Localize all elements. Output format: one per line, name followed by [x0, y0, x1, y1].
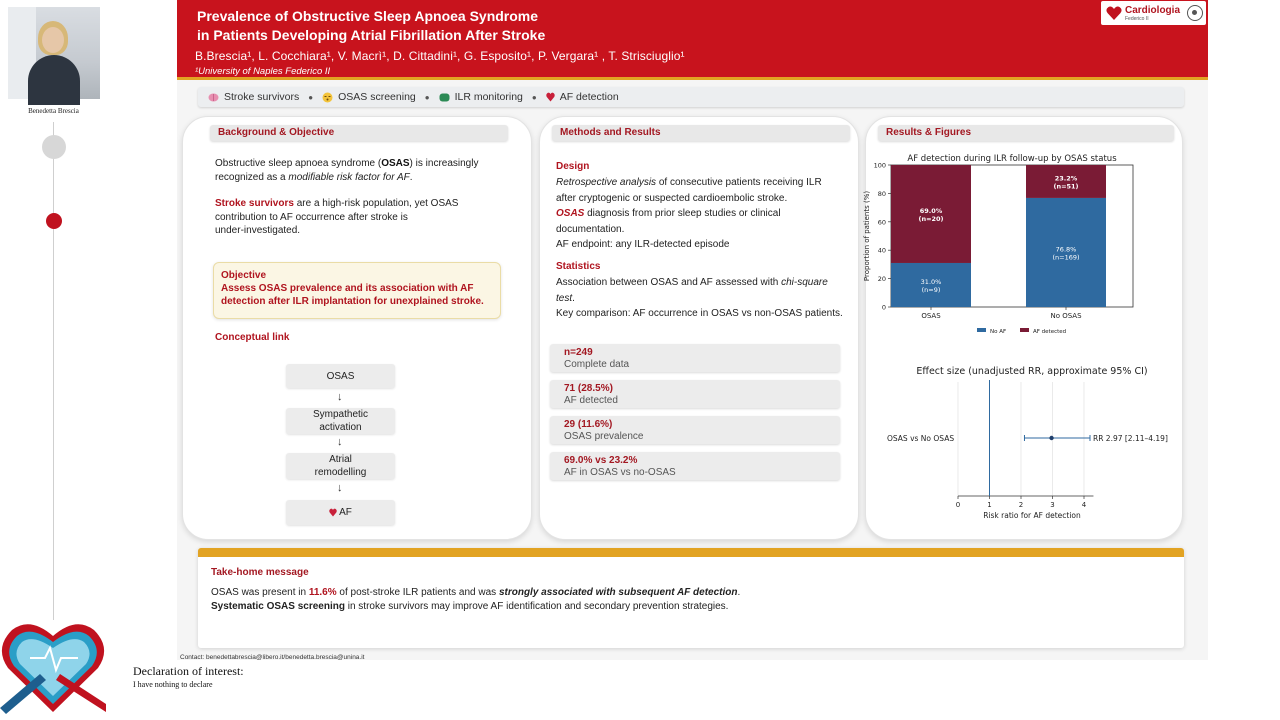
keyword-label: Stroke survivors [224, 91, 300, 103]
poster-authors: B.Brescia¹, L. Cocchiara¹, V. Macrì¹, D. Cittadini¹, G. Esposito¹, P. Vergara¹ , T. Strisciuglio¹ [195, 49, 685, 63]
takehome-box [198, 548, 1184, 648]
presenter-video [8, 7, 100, 99]
objective-line-1: Assess OSAS prevalence and its association with AF [221, 283, 474, 294]
stat-card-comparison [550, 452, 840, 480]
stat-label: Complete data [564, 359, 630, 370]
flow-arrow: ↓ [337, 391, 343, 403]
keyword-osas-screening [322, 91, 416, 103]
poster-banner [177, 0, 1208, 80]
y-axis-label: Proportion of patients (%) [863, 190, 871, 282]
stat-label: OSAS prevalence [564, 431, 644, 442]
statistics-title: Statistics [556, 261, 601, 272]
y-tick-label: 100 [873, 161, 886, 170]
timeline-track [53, 122, 54, 620]
flow-arrow: ↓ [337, 482, 343, 494]
effect-size-forest-plot [875, 360, 1180, 522]
presenter-name: Benedetta Brescia [28, 107, 79, 115]
device-icon [439, 93, 450, 102]
background-header: Background & Objective [210, 125, 508, 141]
poster-affiliation: ¹University of Naples Federico II [195, 66, 331, 77]
y-tick-label: 20 [877, 275, 886, 284]
legend-label: No AF [990, 329, 1007, 335]
heart-icon [329, 508, 337, 517]
objective-box [213, 262, 501, 319]
declaration-title: Declaration of interest: [133, 664, 244, 678]
keyword-separator: ● [531, 92, 537, 102]
stat-card-af [550, 380, 840, 408]
society-logo [1101, 1, 1206, 25]
bar-count-label: (n=9) [921, 285, 941, 294]
bar-value-label: 31.0% [920, 277, 942, 286]
stat-card-osas [550, 416, 840, 444]
timeline-marker[interactable] [42, 135, 66, 159]
poster [177, 0, 1208, 660]
af-detection-bar-chart [863, 148, 1155, 340]
statistics-text: Association between OSAS and AF assessed with chi-square test. Key comparison: AF occurrence in OSAS vs non-OSAS patients. [556, 277, 843, 319]
rr-annotation: RR 2.97 [2.11–4.19] [1092, 434, 1168, 443]
y-tick-label: 0 [881, 303, 886, 312]
objective-line-2: detection after ILR implantation for unexplained stroke. [221, 296, 484, 307]
poster-title-line-1: Prevalence of Obstructive Sleep Apnoea Syndrome [197, 8, 539, 24]
forest-title: Effect size (unadjusted RR, approximate 95% CI) [916, 366, 1148, 377]
flow-arrow: ↓ [337, 436, 343, 448]
keyword-separator: ● [308, 92, 314, 102]
stat-label: AF detected [564, 395, 618, 406]
stat-label: AF in OSAS vs no-OSAS [564, 467, 676, 478]
results-header: Results & Figures [878, 125, 1174, 141]
keyword-label: OSAS screening [338, 91, 416, 103]
bar-value-label: 23.2% [1054, 174, 1078, 183]
bar-value-label: 76.8% [1055, 245, 1077, 254]
legend-label: AF detected [1033, 329, 1067, 335]
heart-logo-icon [1106, 5, 1122, 21]
x-tick-label: No OSAS [1050, 312, 1082, 320]
y-tick-label: 60 [877, 218, 886, 227]
heart-icon [546, 92, 555, 102]
congress-heart-logo [0, 608, 106, 720]
declaration-text: I have nothing to declare [133, 680, 213, 689]
keyword-stroke-survivors [208, 91, 299, 103]
takehome-title: Take-home message [211, 567, 309, 578]
keyword-bar [198, 87, 1184, 107]
contact-email: Contact: benedettabrescia@libero.it/benedetta.brescia@unina.it [180, 654, 365, 661]
stat-value: 29 (11.6%) [564, 419, 613, 430]
bar-count-label: (n=20) [918, 214, 944, 223]
stat-value: 69.0% vs 23.2% [564, 455, 638, 466]
x-tick-label: 0 [955, 501, 961, 509]
y-tick-label: 40 [877, 246, 886, 255]
chart-title: AF detection during ILR follow-up by OSAS status [907, 154, 1117, 164]
x-tick-label: OSAS [921, 312, 941, 320]
x-tick-label: 2 [1018, 501, 1024, 509]
design-text: Retrospective analysis of consecutive patients receiving ILR after cryptogenic or suspected cardioembolic stroke. OSAS diagnosis from prior sleep studies or clinical documentation. AF endpoint: any ILR-detected episode [556, 177, 822, 250]
brain-icon [208, 93, 219, 102]
society-name: Cardiologia [1125, 5, 1181, 16]
conceptual-link-title: Conceptual link [215, 332, 290, 343]
methods-header: Methods and Results [552, 125, 850, 141]
bar-value-label: 69.0% [919, 206, 943, 215]
x-tick-label: 1 [987, 501, 992, 509]
x-tick-label: 3 [1050, 501, 1055, 509]
bar-count-label: (n=169) [1052, 253, 1080, 262]
flow-step-osas: OSAS [286, 364, 395, 388]
stat-value: n=249 [564, 347, 593, 358]
row-label: OSAS vs No OSAS [887, 434, 955, 443]
background-paragraph-2: Stroke survivors are a high-risk population, yet OSAS contribution to AF occurrence after stroke is under-investigated. [215, 198, 459, 236]
y-tick-label: 80 [877, 189, 886, 198]
keyword-ilr-monitoring [439, 91, 523, 103]
stat-card-n [550, 344, 840, 372]
design-title: Design [556, 161, 590, 172]
legend-swatch [1020, 328, 1029, 332]
keyword-separator: ● [424, 92, 430, 102]
flow-step-atrial: Atrial remodelling [286, 453, 395, 479]
timeline-current-marker[interactable] [46, 213, 62, 229]
university-seal-icon [1187, 5, 1203, 21]
keyword-label: ILR monitoring [454, 91, 523, 103]
poster-title-line-2: in Patients Developing Atrial Fibrillation After Stroke [197, 27, 546, 43]
x-tick-label: 4 [1081, 501, 1087, 509]
sleepy-face-icon [322, 92, 333, 103]
society-sub: Federico II [1125, 16, 1149, 22]
keyword-af-detection [546, 91, 619, 103]
background-paragraph-1: Obstructive sleep apnoea syndrome (OSAS) is increasingly recognized as a modifiable risk factor for AF. [215, 158, 479, 183]
objective-title: Objective [221, 270, 267, 281]
takehome-line-1: OSAS was present in 11.6% of post-stroke ILR patients and was strongly associated with subsequent AF detection. [211, 587, 741, 598]
flow-step-sympathetic: Sympathetic activation [286, 408, 395, 434]
takehome-line-2: Systematic OSAS screening in stroke survivors may improve AF identification and secondary prevention strategies. [211, 601, 729, 612]
x-axis-label: Risk ratio for AF detection [983, 511, 1081, 520]
bar-count-label: (n=51) [1053, 182, 1079, 191]
stat-value: 71 (28.5%) [564, 383, 613, 394]
legend-swatch [977, 328, 986, 332]
keyword-label: AF detection [559, 91, 619, 103]
rr-point [1049, 436, 1053, 440]
flow-step-af: AF [286, 500, 395, 525]
